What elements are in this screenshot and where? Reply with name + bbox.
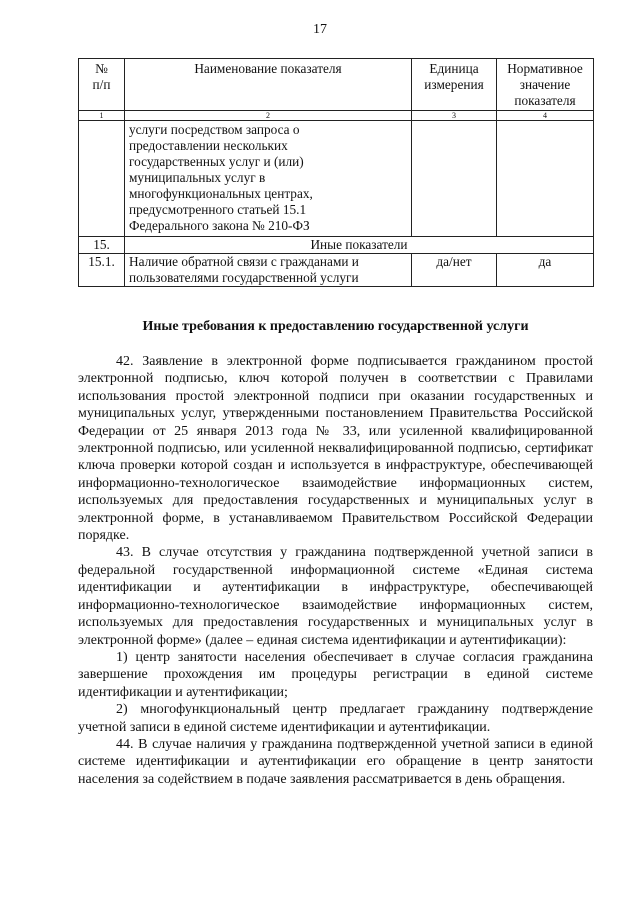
header-unit: Единица измерения — [412, 59, 497, 111]
row-unit: да/нет — [412, 254, 497, 287]
row-name: услуги посредством запроса о предоставлении нескольких государственных услуг и (или) муниципальных услуг в многофункциональных центрах, предусмотренного статьей 15.1 Федерального закона № 210-ФЗ — [125, 121, 412, 237]
paragraph: 2) многофункциональный центр предлагает гражданину подтверждение учетной записи в единой системе идентификации и аутентификации. — [78, 702, 593, 735]
row-name: Наличие обратной связи с гражданами и пользователями государственной услуги — [125, 254, 412, 287]
row-value: да — [497, 254, 594, 287]
body-text — [78, 353, 593, 788]
row-number — [79, 121, 125, 237]
row-number: 15.1. — [79, 254, 125, 287]
paragraph: 42. Заявление в электронной форме подписывается гражданином простой электронной подписью, ключ которой получен в соответствии с Правилами использования простой электронной подписи при оказании государственных и муниципальных услуг, утвержденными постановлением Правительства Российской Федерации от 25 января 2013 года № 33, или усиленной квалифицированной электронной подписью, или усиленной неквалифицированной подписью, сертификат ключа проверки которой создан и используется в инфраструктуре, обеспечивающей информационно-технологическое взаимодействие информационных систем, используемых для предоставления государственных и муниципальных услуг в электронной форме, в устанавливаемом Правительством Российской Федерации порядке. — [78, 354, 593, 544]
paragraph: 44. В случае наличия у гражданина подтвержденной учетной записи в единой системе идентификации и аутентификации его обращение в центр занятости населения за содействием в подаче заявления рассматривается в день обращения. — [78, 736, 593, 787]
header-number: № п/п — [79, 59, 125, 111]
table-header-row — [79, 59, 594, 111]
row-unit — [412, 121, 497, 237]
column-number: 4 — [497, 111, 594, 121]
header-name: Наименование показателя — [125, 59, 412, 111]
section-heading: Иные требования к предоставлению государственной услуги — [142, 319, 529, 334]
section-number: 15. — [79, 237, 125, 254]
paragraph: 43. В случае отсутствия у гражданина подтвержденной учетной записи в федеральной государственной информационной системе «Единая система идентификации и аутентификации в инфраструктуре, обеспечивающей информационно-технологическое взаимодействие информационных систем, используемых для предоставления государственных и муниципальных услуг в электронной форме» (далее – единая система идентификации и аутентификации): — [78, 545, 593, 648]
page-number: 17 — [313, 22, 327, 37]
table-row — [79, 254, 594, 287]
table-row — [79, 121, 594, 237]
header-value: Нормативное значение показателя — [497, 59, 594, 111]
row-value — [497, 121, 594, 237]
paragraph: 1) центр занятости населения обеспечивает в случае согласия гражданина завершение прохождения им процедуры регистрации в единой системе идентификации и аутентификации; — [78, 649, 593, 700]
column-number: 3 — [412, 111, 497, 121]
column-number-row — [79, 111, 594, 121]
column-number: 2 — [125, 111, 412, 121]
indicators-table — [78, 58, 594, 287]
column-number: 1 — [79, 111, 125, 121]
section-title: Иные показатели — [125, 237, 594, 254]
section-row — [79, 237, 594, 254]
